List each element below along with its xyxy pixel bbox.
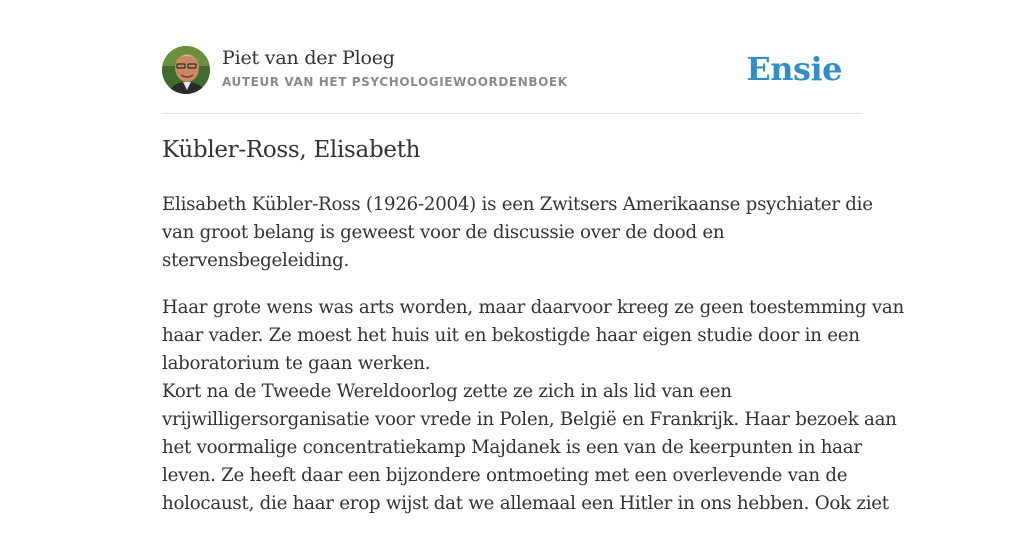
page-title: Kübler-Ross, Elisabeth	[162, 137, 421, 163]
author-avatar[interactable]	[162, 46, 210, 94]
text-line: van groot belang is geweest voor de discussie over de dood en	[162, 222, 725, 243]
text-line: Elisabeth Kübler-Ross (1926-2004) is een Zwitsers Amerikaanse psychiater die	[162, 194, 873, 215]
text-line: vrijwilligersorganisatie voor vrede in Polen, België en Frankrijk. Haar bezoek aan	[162, 409, 897, 430]
author-name[interactable]: Piet van der Ploeg	[222, 47, 395, 69]
ensie-logo[interactable]: Ensie	[746, 50, 842, 88]
text-line: leven. Ze heeft daar een bijzondere ontmoeting met een overlevende van de	[162, 465, 848, 486]
text-line: laboratorium te gaan werken.	[162, 353, 431, 374]
text-line: stervensbegeleiding.	[162, 250, 349, 271]
header-divider	[162, 113, 862, 114]
text-line: het voormalige concentratiekamp Majdanek is een van de keerpunten in haar	[162, 437, 862, 458]
author-role: AUTEUR VAN HET PSYCHOLOGIEWOORDENBOEK	[222, 75, 568, 89]
text-line: holocaust, die haar erop wijst dat we allemaal een Hitler in ons hebben. Ook ziet	[162, 493, 889, 514]
text-line: Kort na de Tweede Wereldoorlog zette ze zich in als lid van een	[162, 381, 732, 402]
author-header	[162, 46, 862, 96]
paragraph	[162, 191, 873, 275]
author-photo	[162, 46, 210, 94]
text-line: haar vader. Ze moest het huis uit en bekostigde haar eigen studie door in een	[162, 325, 860, 346]
article-body	[162, 191, 904, 537]
text-line: Haar grote wens was arts worden, maar daarvoor kreeg ze geen toestemming van	[162, 297, 904, 318]
paragraph	[162, 294, 904, 518]
